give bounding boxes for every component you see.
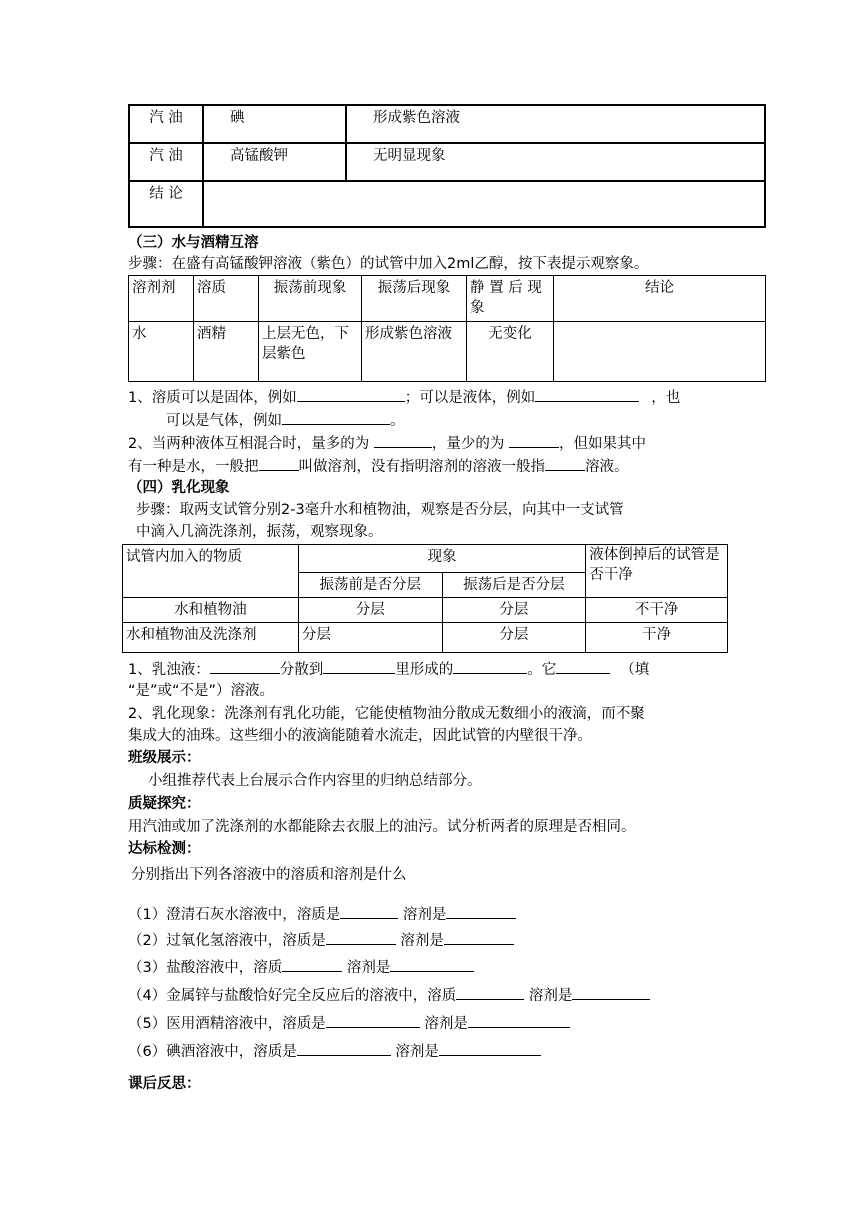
- blank[interactable]: [556, 658, 610, 674]
- cell-before: 分层: [298, 598, 442, 623]
- header-before: 振荡前现象: [259, 276, 362, 322]
- blank[interactable]: [390, 956, 474, 972]
- table-row: [129, 143, 765, 181]
- table-header-row: [123, 545, 728, 573]
- section3-title: （三）水与酒精互溶: [128, 235, 259, 251]
- header-clean: 液体倒掉后的试管是否干净: [586, 545, 728, 598]
- blank[interactable]: [374, 432, 432, 448]
- inquiry-title: 质疑探究：: [128, 796, 201, 812]
- table-solubility: [128, 104, 766, 228]
- cell-before: 分层: [298, 623, 442, 653]
- table-row: [129, 105, 765, 143]
- question-3-line2: “是”或“不是”）溶液。: [128, 683, 275, 699]
- blank[interactable]: [439, 1040, 541, 1056]
- cell-solute: 酒精: [194, 322, 259, 382]
- blank[interactable]: [326, 929, 396, 945]
- blank[interactable]: [297, 1040, 391, 1056]
- cell-solvent: 水: [129, 322, 194, 382]
- cell-after: 分层: [442, 623, 586, 653]
- blank[interactable]: [323, 658, 395, 674]
- table-header-row: [129, 276, 766, 322]
- table-alcohol: [128, 275, 766, 382]
- cell-solute: 碘: [203, 105, 346, 143]
- cell-clean: 不干净: [586, 598, 728, 623]
- header-substance: 试管内加入的物质: [123, 545, 299, 598]
- test-item-1: （1）澄清石灰水溶液中，溶质是 溶剂是: [128, 903, 516, 926]
- cell-solvent: 汽 油: [129, 143, 203, 181]
- blank[interactable]: [259, 455, 299, 471]
- test-intro: 分别指出下列各溶液中的溶质和溶剂是什么: [131, 867, 407, 883]
- question-4-line1: 2、乳化现象：洗涤剂有乳化功能，它能使植物油分散成无数细小的液滴，而不聚: [128, 706, 645, 722]
- reflect-title: 课后反思：: [128, 1076, 201, 1092]
- cell-conclusion: [203, 181, 765, 227]
- blank[interactable]: [210, 658, 280, 674]
- cell-solute: 高锰酸钾: [203, 143, 346, 181]
- header-after: 振荡后是否分层: [442, 573, 586, 598]
- inquiry-text: 用汽油或加了洗涤剂的水都能除去衣服上的油污。试分析两者的原理是否相同。: [128, 819, 636, 835]
- test-item-5: （5）医用酒精溶液中，溶质是 溶剂是: [128, 1012, 570, 1035]
- cell-conclusion-label: 结 论: [129, 181, 203, 227]
- table-emulsion: [122, 544, 728, 653]
- cell-solvent: 汽 油: [129, 105, 203, 143]
- cell-after: 形成紫色溶液: [362, 322, 467, 382]
- question-1-line2: 可以是气体，例如 。: [166, 409, 405, 432]
- test-item-3: （3）盐酸溶液中，溶质 溶剂是: [128, 956, 474, 979]
- test-item-2: （2）过氧化氢溶液中，溶质是 溶剂是: [128, 929, 514, 952]
- cell-conclusion: [554, 322, 766, 382]
- question-2-line2: 有一种是水，一般把 叫做溶剂，没有指明溶剂的溶液一般指 溶液。: [128, 455, 629, 478]
- test-title: 达标检测：: [128, 841, 201, 857]
- question-3-line1: 1、乳浊液： 分散到 里形成的 。它 （填: [128, 658, 649, 681]
- blank[interactable]: [444, 929, 514, 945]
- header-before: 振荡前是否分层: [298, 573, 442, 598]
- blank[interactable]: [340, 903, 398, 919]
- cell-still: 无变化: [467, 322, 554, 382]
- blank[interactable]: [282, 409, 390, 425]
- question-1-line1: 1、溶质可以是固体，例如 ；可以是液体，例如 ，也: [128, 386, 680, 409]
- blank[interactable]: [326, 1012, 420, 1028]
- table-row: [129, 181, 765, 227]
- blank[interactable]: [446, 903, 516, 919]
- table-row: [123, 598, 728, 623]
- blank[interactable]: [572, 984, 650, 1000]
- header-still: 静 置 后 现 象: [467, 276, 554, 322]
- show-title: 班级展示：: [128, 750, 201, 766]
- section4-title: （四）乳化现象: [128, 480, 230, 496]
- cell-substance: 水和植物油: [123, 598, 299, 623]
- show-text: 小组推荐代表上台展示合作内容里的归纳总结部分。: [148, 773, 482, 789]
- blank[interactable]: [297, 386, 405, 402]
- cell-substance: 水和植物油及洗涤剂: [123, 623, 299, 653]
- cell-clean: 干净: [586, 623, 728, 653]
- cell-result: 形成紫色溶液: [346, 105, 765, 143]
- section4-step-line2: 中滴入几滴洗涤剂，振荡，观察现象。: [136, 524, 383, 540]
- header-after: 振荡后现象: [362, 276, 467, 322]
- header-conclusion: 结论: [554, 276, 766, 322]
- blank[interactable]: [535, 386, 639, 402]
- header-solvent: 溶剂剂: [129, 276, 194, 322]
- question-4-line2: 集成大的油珠。这些细小的液滴能随着水流走，因此试管的内壁很干净。: [128, 728, 592, 744]
- test-item-4: （4）金属锌与盐酸恰好完全反应后的溶液中，溶质 溶剂是: [128, 984, 650, 1007]
- cell-result: 无明显现象: [346, 143, 765, 181]
- table-row: [123, 623, 728, 653]
- cell-before: 上层无色，下层紫色: [259, 322, 362, 382]
- header-solute: 溶质: [194, 276, 259, 322]
- table-row: [129, 322, 766, 382]
- blank[interactable]: [453, 658, 527, 674]
- blank[interactable]: [456, 984, 524, 1000]
- blank[interactable]: [545, 455, 585, 471]
- section4-step-line1: 步骤：取两支试管分别2-3毫升水和植物油，观察是否分层，向其中一支试管: [136, 502, 624, 518]
- question-2-line1: 2、当两种液体互相混合时，量多的为 ，量少的为 ，但如果其中: [128, 432, 646, 455]
- cell-after: 分层: [442, 598, 586, 623]
- blank[interactable]: [468, 1012, 570, 1028]
- blank[interactable]: [509, 432, 559, 448]
- test-item-6: （6）碘酒溶液中，溶质是 溶剂是: [128, 1040, 541, 1063]
- header-phenomenon: 现象: [298, 545, 585, 573]
- section3-step: 步骤：在盛有高锰酸钾溶液（紫色）的试管中加入2ml乙醇，按下表提示观察象。: [128, 256, 649, 272]
- blank[interactable]: [282, 956, 342, 972]
